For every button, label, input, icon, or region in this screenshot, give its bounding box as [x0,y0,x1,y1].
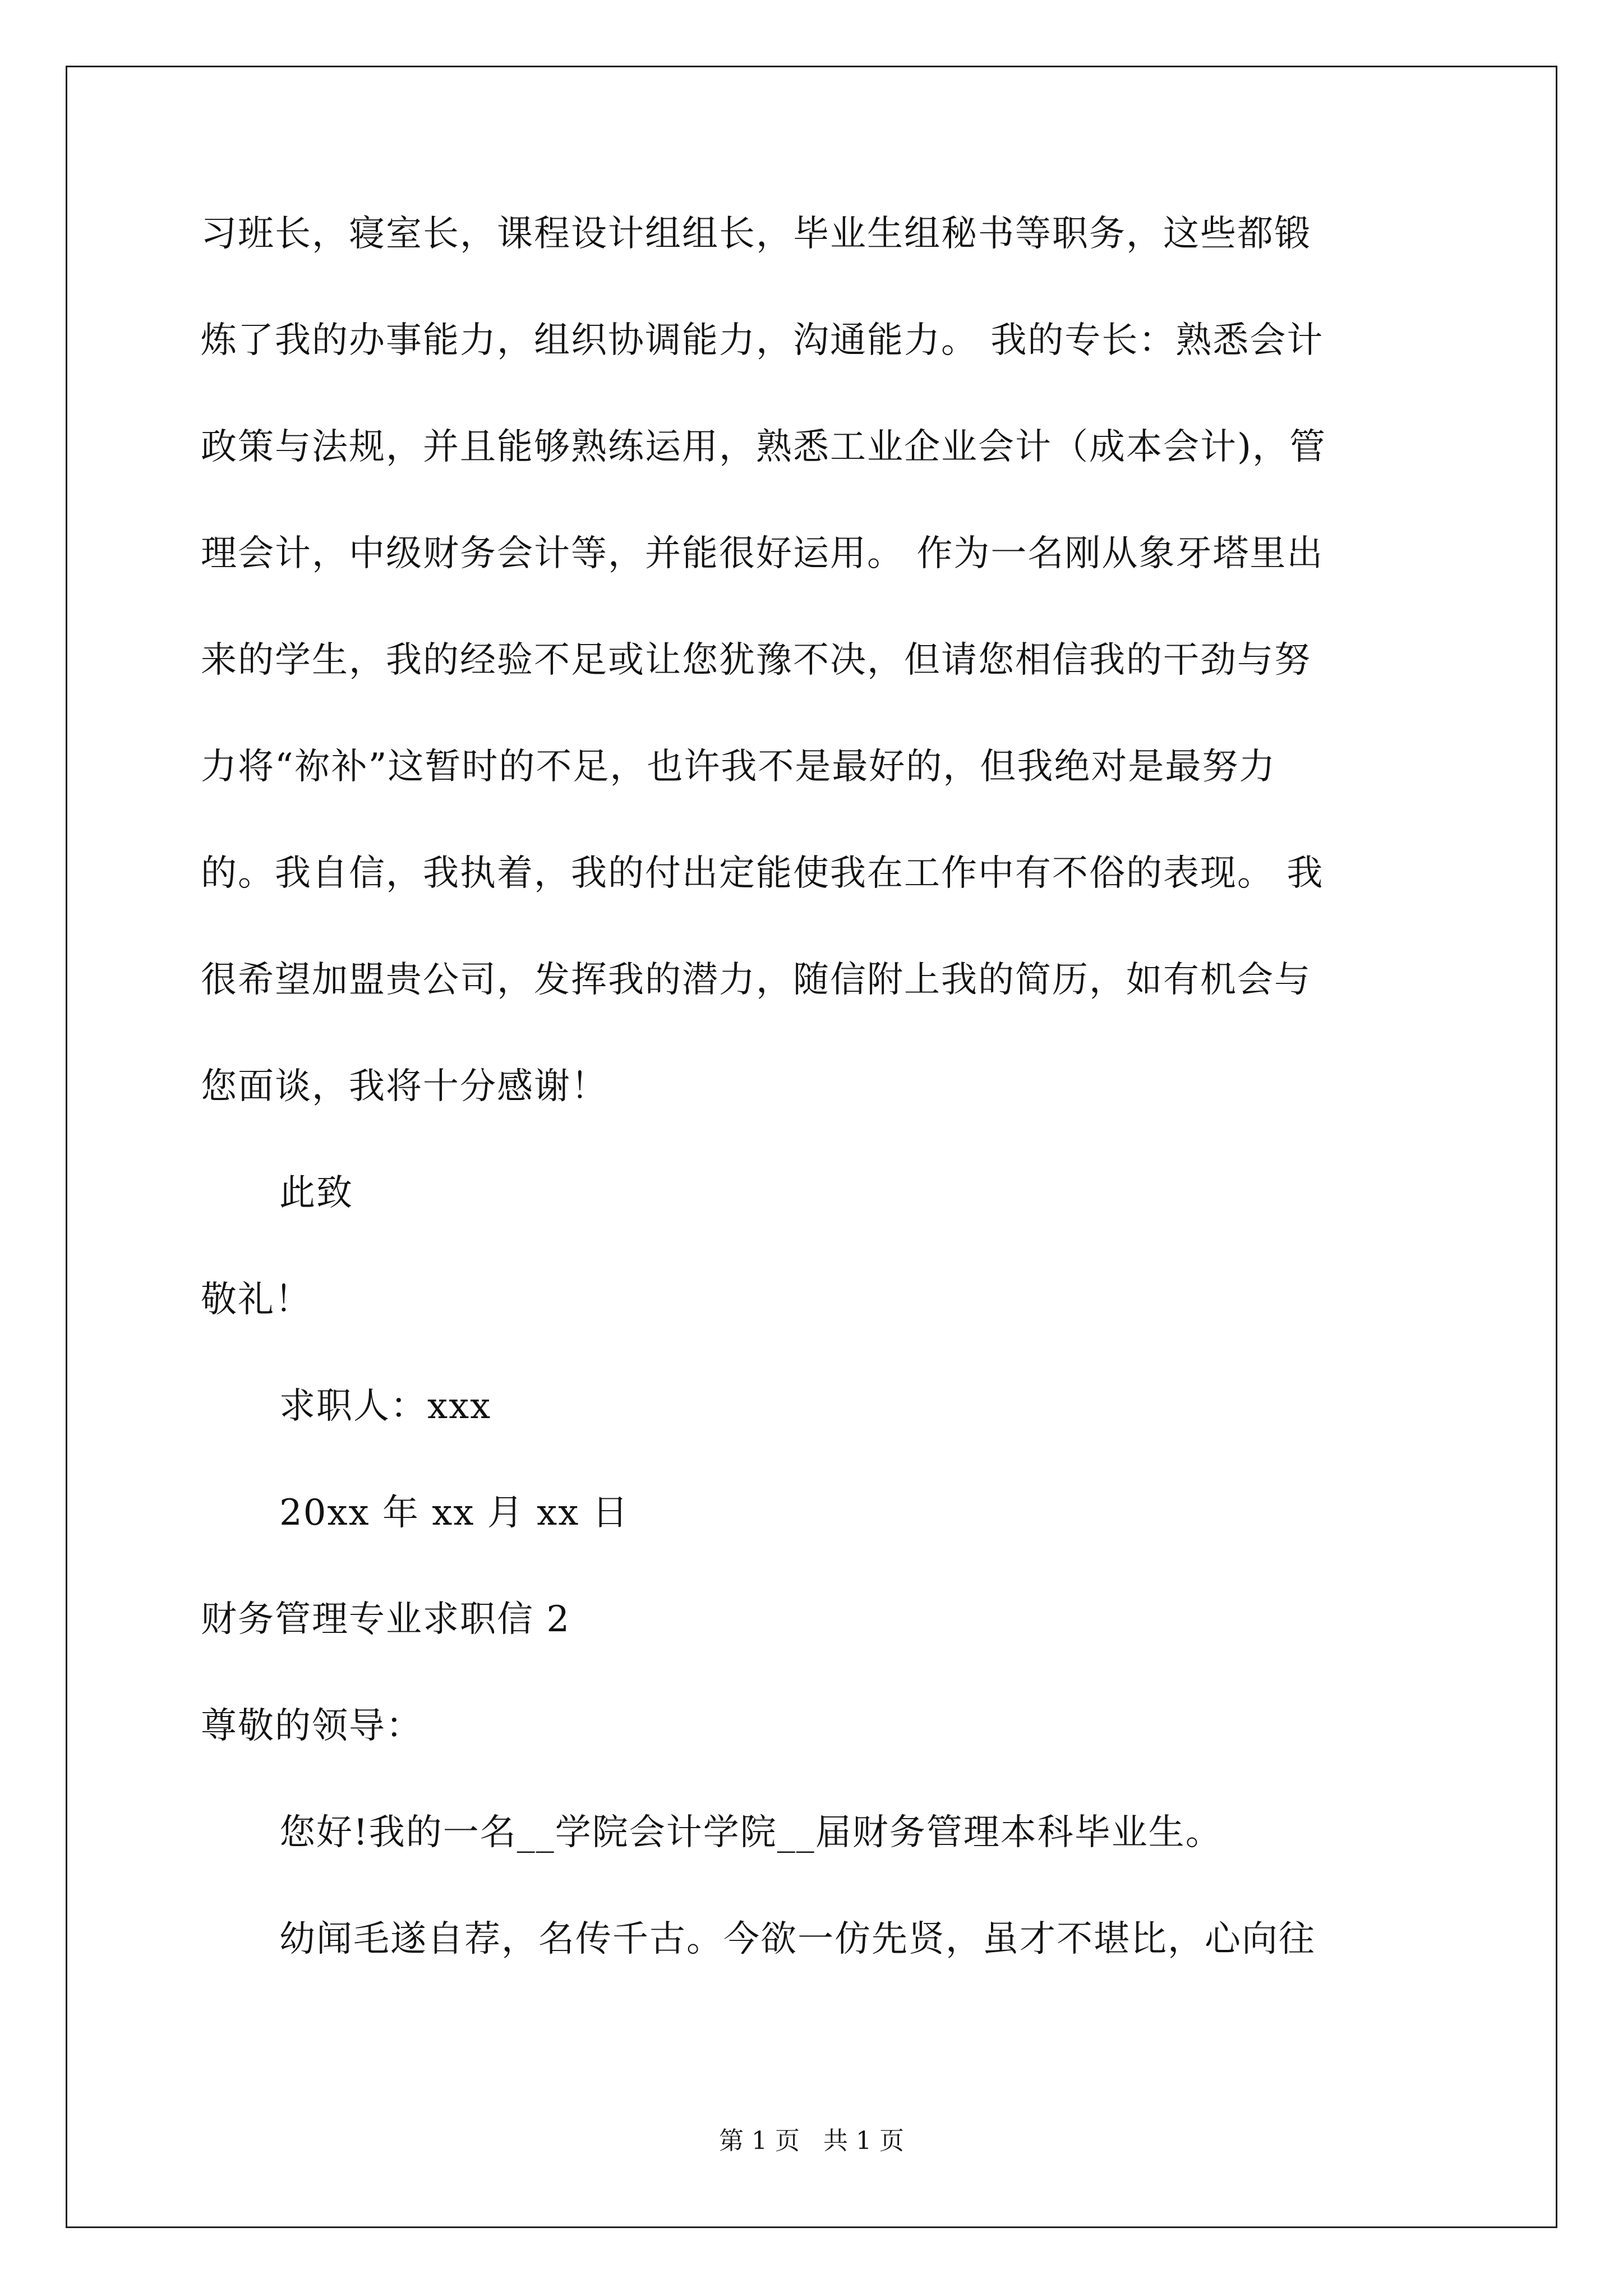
body-line-8: 很希望加盟贵公司，发挥我的潜力，随信附上我的简历，如有机会与 [201,959,1311,1001]
page-footer: 第 1 页 共 1 页 [719,2127,904,2155]
body-line-5: 来的学生，我的经验不足或让您犹豫不决，但请您相信我的干劲与努 [201,639,1311,681]
body-line-2: 炼了我的办事能力，组织协调能力，沟通能力。 我的专长：熟悉会计 [201,320,1324,361]
body-line-3: 政策与法规，并且能够熟练运用，熟悉工业企业会计（成本会计)，管 [201,426,1326,468]
body-line-1: 习班长，寝室长，课程设计组组长，毕业生组秘书等职务，这些都锻 [201,213,1311,255]
letter-2-paragraph-1: 您好!我的一名__学院会计学院__届财务管理本科毕业生。 [279,1812,1223,1853]
body-line-6: 力将“祢补”这暂时的不足，也许我不是最好的，但我绝对是最努力 [201,746,1276,788]
body-line-9: 您面谈，我将十分感谢！ [201,1066,608,1107]
letter-2-greeting: 尊敬的领导： [201,1705,423,1747]
body-line-4: 理会计，中级财务会计等，并能很好运用。 作为一名刚从象牙塔里出 [201,533,1324,574]
date-line: 20xx 年 xx 月 xx 日 [279,1492,629,1534]
salute-line: 敬礼！ [201,1279,312,1320]
letter-2-paragraph-2: 幼闻毛遂自荐，名传千古。今欲一仿先贤，虽才不堪比，心向往 [279,1918,1316,1960]
document-body [201,213,1429,2028]
closing-line: 此致 [279,1172,353,1214]
letter-2-title: 财务管理专业求职信 2 [201,1599,571,1640]
applicant-line: 求职人：xxx [279,1386,492,1427]
body-line-7: 的。我自信，我执着，我的付出定能使我在工作中有不俗的表现。 我 [201,853,1324,894]
